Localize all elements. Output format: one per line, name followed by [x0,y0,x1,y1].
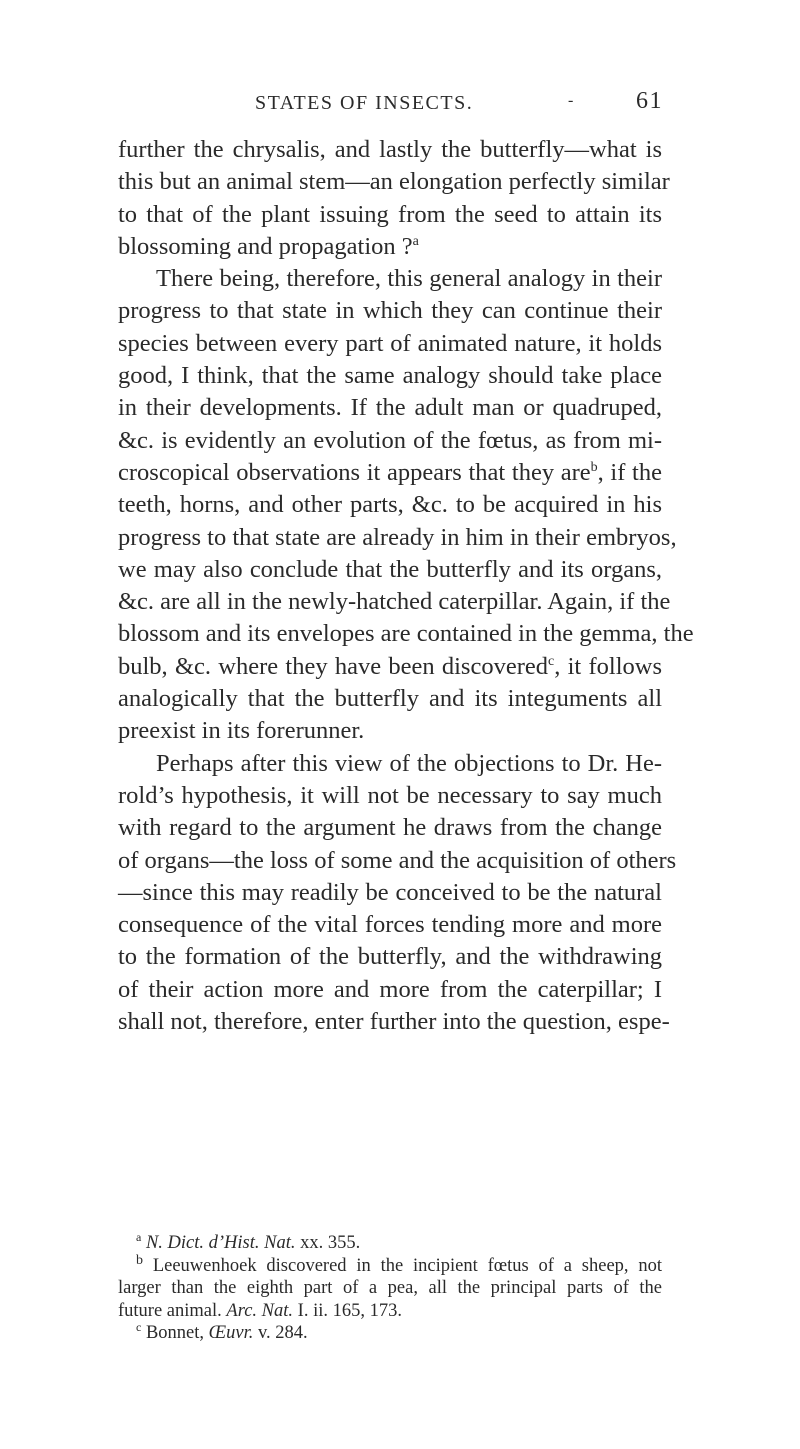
text-line: consequence of the vital forces tending more and more [118,911,662,939]
footnote-text: v. 284. [253,1323,308,1343]
footnote-mark: a [136,1229,142,1244]
footnote-ref-b: b [590,459,598,475]
text-line: preexist in its forerunner. [118,717,365,745]
paragraph [118,748,677,1039]
text-line [118,231,662,263]
text-line-segment: croscopical observations it appears that they are [118,458,591,486]
footnote-text: Leeuwenhoek discovered in the incipient fœtus of a sheep, not [152,1255,662,1276]
text-line: teeth, horns, and other parts, &c. to be acquired in his [118,491,662,519]
text-line: to the formation of the butterfly, and the withdrawing [118,943,662,971]
footnote-ref-a: a [412,233,419,249]
text-line: good, I think, that the same analogy should take place [118,362,662,390]
running-title: STATES OF INSECTS. [255,92,474,114]
text-line: in their developments. If the adult man or quadruped, [118,394,662,422]
text-line: analogically that the butterfly and its integuments all [118,685,662,713]
text-line-segment: bulb, &c. where they have been discovered [118,652,548,680]
page-number: 61 [636,88,663,114]
text-line: we may also conclude that the butterfly and its organs, [118,555,662,583]
text-line: —since this may readily be conceived to be the natural [118,878,662,906]
footnote-text: future animal. [118,1300,227,1321]
footnote-source: Œuvr. [208,1323,254,1343]
text-line-segment: blossoming and propagation ? [118,232,413,260]
text-line: &c. are all in the newly-hatched caterpillar. Again, if the [118,588,671,616]
text-line [118,651,662,683]
text-line: blossom and its envelopes are contained in the gemma, the [118,620,694,648]
footnote-b-line: larger than the eighth part of a pea, all the principal parts of the [118,1278,662,1298]
text-line: &c. is evidently an evolution of the fœtus, as from mi- [118,426,662,454]
text-line: progress to that state in which they can continue their [118,297,662,325]
footnote-source: Arc. Nat. [226,1300,294,1321]
footnote-source: N. Dict. d’Hist. Nat. [145,1233,296,1253]
text-line: with regard to the argument he draws from the change [118,814,662,842]
paragraph [118,263,694,747]
body-text [118,134,694,1038]
text-line: this but an animal stem—an elongation perfectly similar [118,168,670,196]
footnote-text: I. ii. 165, 173. [293,1300,402,1321]
text-line-segment: , it follows [554,652,662,680]
text-line: shall not, therefore, enter further into the question, espe- [118,1008,670,1036]
text-line: to that of the plant issuing from the seed to attain its [118,200,662,228]
footnotes [118,1229,662,1345]
footnote-b-line [118,1300,662,1323]
footnote-c [118,1319,662,1345]
paragraph [118,134,670,263]
footnote-ref-c: c [548,653,555,669]
text-line: of their action more and more from the caterpillar; I [118,975,662,1003]
running-head [0,88,800,122]
running-mark: - [568,92,575,109]
text-line: There being, therefore, this general analogy in their [156,265,662,293]
text-line-segment: , if the [597,458,662,486]
text-line [118,457,662,489]
text-line: of organs—the loss of some and the acquisition of others [118,846,677,874]
footnote-text: Bonnet, [145,1323,209,1343]
footnote-text: xx. 355. [295,1233,361,1253]
footnote-a [118,1229,662,1255]
text-line: rold’s hypothesis, it will not be necessary to say much [118,781,662,809]
footnote-b [118,1252,662,1278]
text-line: Perhaps after this view of the objections to Dr. He- [156,749,662,777]
text-line: progress to that state are already in him in their embryos, [118,523,677,551]
text-line: species between every part of animated nature, it holds [118,329,662,357]
footnote-mark: c [136,1319,142,1334]
text-line: further the chrysalis, and lastly the butterfly—what is [118,136,662,163]
footnote-mark: b [136,1252,143,1268]
